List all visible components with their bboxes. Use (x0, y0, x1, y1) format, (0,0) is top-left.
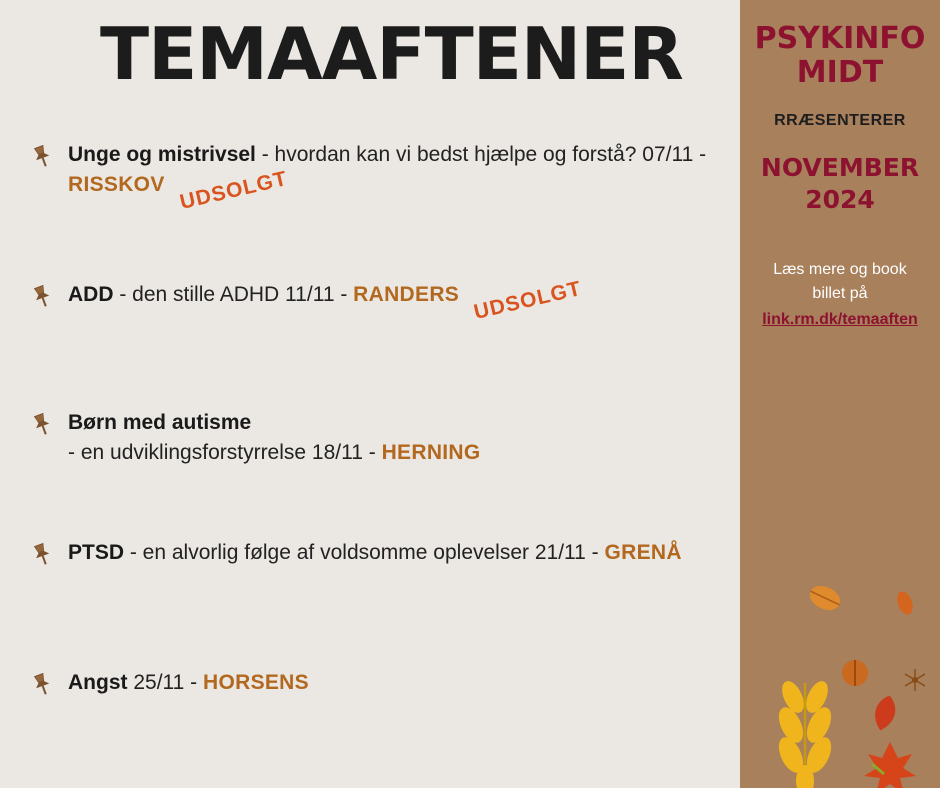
event-city: HORSENS (203, 671, 309, 694)
event-title: Børn med autisme (68, 411, 252, 434)
event-title: Angst (68, 671, 128, 694)
status-badge: UDSOLGT (177, 166, 290, 215)
event-desc: - en alvorlig følge af voldsomme oplevelser 21/11 - (124, 541, 605, 564)
event-desc: - den stille ADHD 11/11 - (113, 283, 354, 306)
event-desc: 25/11 - (127, 671, 203, 694)
event-title: ADD (68, 283, 114, 306)
month-name: NOVEMBER (760, 153, 920, 182)
presents-label: RRÆSENTERER (774, 112, 906, 129)
list-item (0, 408, 740, 538)
brand-line-2: MIDT (796, 55, 884, 90)
leaf-icon (806, 581, 844, 614)
leaf-icon (871, 693, 899, 733)
maple-leaf-icon (864, 742, 916, 788)
booking-info (740, 258, 940, 332)
event-title: Unge og mistrivsel (68, 143, 256, 166)
event-list (0, 140, 740, 698)
leaf-icon (894, 589, 915, 616)
status-badge: UDSOLGT (471, 276, 584, 325)
booking-line-2: billet på (812, 285, 868, 302)
pushpin-icon (28, 540, 56, 568)
brand-line-1: PSYKINFO (754, 21, 926, 56)
event-desc: - en udviklingsforstyrrelse 18/11 - (68, 441, 382, 464)
pushpin-icon (28, 142, 56, 170)
event-city: GRENÅ (604, 541, 682, 564)
event-desc: - hvordan kan vi bedst hjælpe og forstå? 07/11 - (255, 143, 707, 166)
compound-leaf-icon (774, 678, 836, 788)
event-city: RANDERS (353, 283, 460, 306)
year-value: 2024 (805, 185, 875, 214)
pushpin-icon (28, 410, 56, 438)
autumn-leaves-decoration (740, 458, 940, 788)
event-city: HERNING (381, 441, 481, 464)
list-item (0, 668, 740, 698)
booking-line-1: Læs mere og book (773, 261, 907, 278)
list-item (0, 276, 740, 408)
booking-link[interactable]: link.rm.dk/temaaften (762, 311, 918, 328)
seed-icon (905, 669, 925, 691)
sidebar (740, 0, 940, 788)
list-item (0, 140, 740, 280)
event-city: RISSKOV (68, 173, 165, 196)
event-title: PTSD (68, 541, 125, 564)
brand-logo (740, 22, 940, 90)
leaf-icon (842, 660, 868, 686)
page-title: TEMAAFTENER (100, 12, 683, 96)
list-item (0, 538, 740, 668)
pushpin-icon (28, 670, 56, 698)
month-label (740, 152, 940, 216)
pushpin-icon (28, 282, 56, 310)
